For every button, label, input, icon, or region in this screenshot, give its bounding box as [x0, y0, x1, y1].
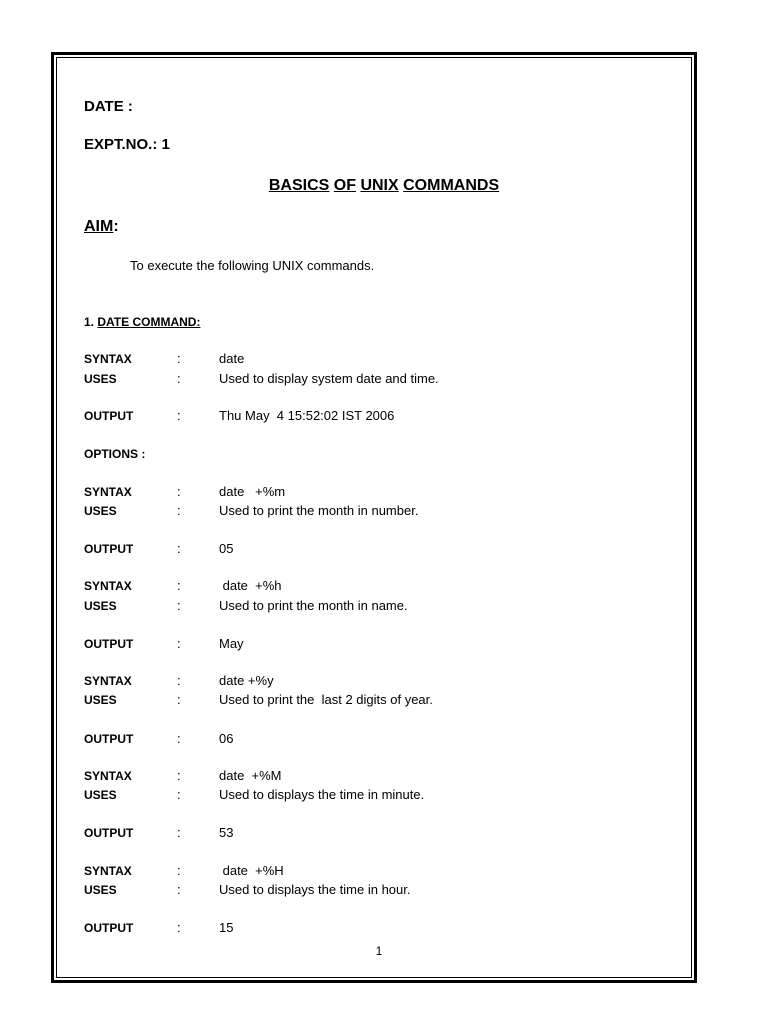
uses-label: USES: [84, 504, 117, 518]
output-label: OUTPUT: [84, 826, 134, 840]
output-label: OUTPUT: [84, 732, 134, 746]
syntax-value: date +%m: [219, 484, 286, 499]
separator: :: [177, 768, 181, 783]
uses-value: Used to print the month in number.: [219, 503, 419, 518]
separator: :: [177, 673, 181, 688]
syntax-value: date +%y: [219, 673, 274, 688]
expt-number: EXPT.NO.: 1: [84, 136, 170, 153]
output-value: May: [219, 636, 244, 651]
separator: :: [177, 351, 181, 366]
title-word: BASICS: [268, 177, 330, 194]
title-word: COMMANDS: [403, 177, 500, 194]
uses-label: USES: [84, 599, 117, 613]
uses-label: USES: [84, 883, 117, 897]
separator: :: [177, 484, 181, 499]
document-title: [0, 177, 768, 195]
title-word: UNIX: [360, 177, 399, 194]
uses-label: USES: [84, 693, 117, 707]
separator: :: [177, 863, 181, 878]
separator: :: [177, 882, 181, 897]
syntax-label: SYNTAX: [84, 674, 132, 688]
section-title: DATE COMMAND:: [97, 315, 201, 329]
uses-value: Used to display system date and time.: [219, 371, 439, 386]
output-label: OUTPUT: [84, 921, 134, 935]
syntax-value: date +%h: [219, 578, 282, 593]
separator: :: [177, 825, 181, 840]
separator: :: [177, 636, 181, 651]
syntax-label: SYNTAX: [84, 352, 132, 366]
title-word: OF: [333, 177, 356, 194]
uses-value: Used to displays the time in hour.: [219, 882, 411, 897]
syntax-value: date +%M: [219, 768, 282, 783]
separator: :: [177, 692, 181, 707]
separator: :: [177, 541, 181, 556]
output-label: OUTPUT: [84, 637, 134, 651]
output-value: 53: [219, 825, 234, 840]
separator: :: [177, 503, 181, 518]
uses-label: USES: [84, 788, 117, 802]
aim-heading: [84, 218, 119, 236]
syntax-value: date +%H: [219, 863, 284, 878]
separator: :: [177, 371, 181, 386]
separator: :: [177, 598, 181, 613]
output-value: 15: [219, 920, 234, 935]
separator: :: [177, 408, 181, 423]
separator: :: [177, 920, 181, 935]
section-heading: [84, 315, 200, 329]
syntax-value: date: [219, 351, 245, 366]
output-value: Thu May 4 15:52:02 IST 2006: [219, 408, 395, 423]
page-number: 1: [375, 944, 383, 958]
syntax-label: SYNTAX: [84, 579, 132, 593]
aim-text: To execute the following UNIX commands.: [130, 258, 375, 273]
syntax-label: SYNTAX: [84, 769, 132, 783]
section-number: 1.: [84, 315, 95, 329]
uses-value: Used to print the month in name.: [219, 598, 408, 613]
syntax-label: SYNTAX: [84, 485, 132, 499]
uses-value: Used to print the last 2 digits of year.: [219, 692, 433, 707]
aim-colon: :: [113, 218, 119, 235]
output-value: 05: [219, 541, 234, 556]
output-label: OUTPUT: [84, 409, 134, 423]
aim-label: AIM: [84, 218, 114, 235]
output-label: OUTPUT: [84, 542, 134, 556]
separator: :: [177, 731, 181, 746]
uses-value: Used to displays the time in minute.: [219, 787, 425, 802]
output-value: 06: [219, 731, 234, 746]
options-label: OPTIONS :: [84, 447, 146, 461]
date-label: DATE :: [84, 98, 133, 115]
separator: :: [177, 787, 181, 802]
syntax-label: SYNTAX: [84, 864, 132, 878]
separator: :: [177, 578, 181, 593]
uses-label: USES: [84, 372, 117, 386]
